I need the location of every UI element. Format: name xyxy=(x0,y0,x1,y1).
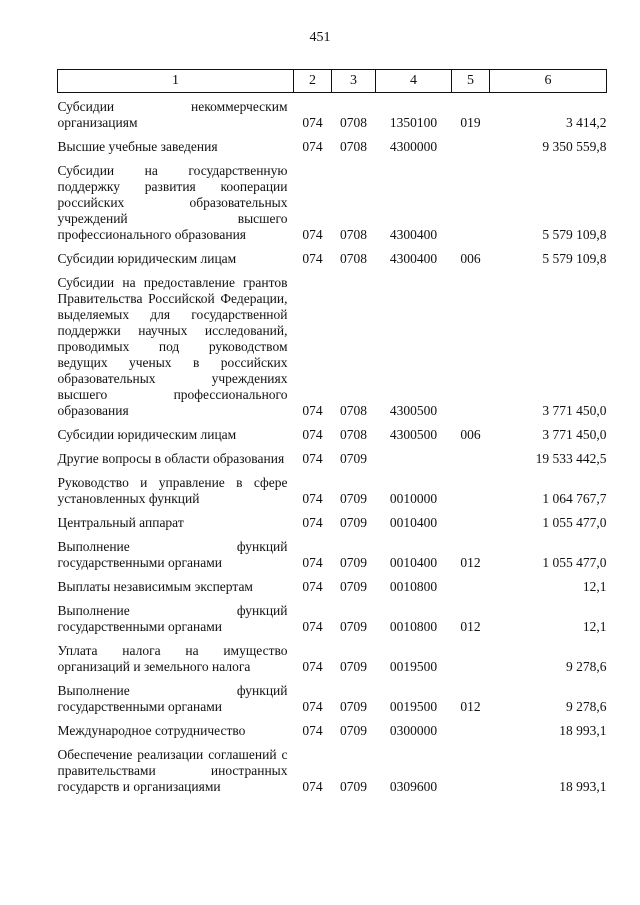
table-row xyxy=(58,135,607,159)
ministry-code: 074 xyxy=(302,515,323,530)
table-row xyxy=(58,599,607,639)
header-col-3: 3 xyxy=(332,70,376,93)
ministry-code: 074 xyxy=(302,579,323,594)
item-name: Другие вопросы в области образования xyxy=(57,451,285,466)
item-name: Субсидии некоммерческим организациям xyxy=(57,99,288,130)
table-row xyxy=(58,447,607,471)
expense-type-code: 006 xyxy=(460,251,481,266)
ministry-code: 074 xyxy=(302,491,323,506)
target-code: 0309600 xyxy=(389,779,438,794)
ministry-code: 074 xyxy=(302,619,323,634)
target-code xyxy=(376,447,452,471)
section-code: 0709 xyxy=(340,699,367,714)
budget-table xyxy=(57,69,607,799)
amount: 1 064 767,7 xyxy=(542,491,607,506)
header-col-2: 2 xyxy=(294,70,332,93)
target-code: 0010800 xyxy=(389,619,438,634)
table-row xyxy=(58,535,607,575)
ministry-code: 074 xyxy=(302,403,323,418)
target-code: 4300400 xyxy=(389,227,438,242)
target-code: 4300500 xyxy=(389,427,438,442)
amount: 5 579 109,8 xyxy=(542,251,607,266)
expense-type-code xyxy=(452,471,490,511)
ministry-code: 074 xyxy=(302,779,323,794)
amount: 9 278,6 xyxy=(566,699,607,714)
header-col-5: 5 xyxy=(452,70,490,93)
section-code: 0709 xyxy=(340,555,367,570)
expense-type-code xyxy=(452,447,490,471)
expense-type-code: 019 xyxy=(460,115,481,130)
amount: 1 055 477,0 xyxy=(542,555,607,570)
section-code: 0709 xyxy=(340,659,367,674)
table-header xyxy=(58,70,607,93)
header-col-6: 6 xyxy=(490,70,607,93)
item-name: Субсидии юридическим лицам xyxy=(57,427,237,442)
ministry-code: 074 xyxy=(302,659,323,674)
section-code: 0708 xyxy=(340,115,367,130)
amount: 9 278,6 xyxy=(566,659,607,674)
amount: 19 533 442,5 xyxy=(535,451,607,466)
item-name: Выполнение функций государственными органами xyxy=(57,539,288,570)
expense-type-code xyxy=(452,639,490,679)
table-row xyxy=(58,639,607,679)
ministry-code: 074 xyxy=(302,699,323,714)
item-name: Уплата налога на имущество организаций и земельного налога xyxy=(57,643,288,674)
target-code: 0019500 xyxy=(389,699,438,714)
amount: 18 993,1 xyxy=(559,723,607,738)
ministry-code: 074 xyxy=(302,227,323,242)
target-code: 1350100 xyxy=(389,115,438,130)
table-row xyxy=(58,743,607,799)
target-code: 0010800 xyxy=(389,579,438,594)
item-name: Обеспечение реализации соглашений с правительствами иностранных государств и организациями xyxy=(57,747,288,794)
header-col-1: 1 xyxy=(58,70,294,93)
section-code: 0708 xyxy=(340,403,367,418)
expense-type-code: 012 xyxy=(460,555,481,570)
table-body xyxy=(58,93,607,800)
expense-type-code xyxy=(452,135,490,159)
ministry-code: 074 xyxy=(302,251,323,266)
amount: 1 055 477,0 xyxy=(542,515,607,530)
target-code: 0010000 xyxy=(389,491,438,506)
item-name: Центральный аппарат xyxy=(57,515,184,530)
item-name: Высшие учебные заведения xyxy=(57,139,218,154)
ministry-code: 074 xyxy=(302,555,323,570)
target-code: 0010400 xyxy=(389,515,438,530)
section-code: 0709 xyxy=(340,619,367,634)
table-row xyxy=(58,247,607,271)
page-number: 451 xyxy=(309,30,331,45)
item-name: Выплаты независимым экспертам xyxy=(57,579,253,594)
item-name: Выполнение функций государственными органами xyxy=(57,603,288,634)
section-code: 0709 xyxy=(340,515,367,530)
header-col-4: 4 xyxy=(376,70,452,93)
ministry-code: 074 xyxy=(302,723,323,738)
item-name: Выполнение функций государственными органами xyxy=(57,683,288,714)
expense-type-code xyxy=(452,719,490,743)
table-row xyxy=(58,679,607,719)
table-row xyxy=(58,575,607,599)
expense-type-code: 012 xyxy=(460,699,481,714)
ministry-code: 074 xyxy=(302,139,323,154)
amount: 3 771 450,0 xyxy=(542,403,607,418)
amount: 5 579 109,8 xyxy=(542,227,607,242)
amount: 18 993,1 xyxy=(559,779,607,794)
expense-type-code xyxy=(452,511,490,535)
expense-type-code xyxy=(452,159,490,247)
table-row xyxy=(58,271,607,423)
item-name: Руководство и управление в сфере установленных функций xyxy=(57,475,288,506)
amount: 12,1 xyxy=(582,579,607,594)
item-name: Субсидии на предоставление грантов Правительства Российской Федерации, выделяемых для государственной поддержки научных исследований, проводимых под руководством ведущих ученых в российских образовательных учреждениях высшего профессионального образования xyxy=(57,275,288,418)
item-name: Международное сотрудничество xyxy=(57,723,246,738)
table-row xyxy=(58,423,607,447)
section-code: 0709 xyxy=(340,451,367,466)
section-code: 0708 xyxy=(340,139,367,154)
ministry-code: 074 xyxy=(302,427,323,442)
amount: 3 771 450,0 xyxy=(542,427,607,442)
expense-type-code: 006 xyxy=(460,427,481,442)
item-name: Субсидии юридическим лицам xyxy=(57,251,237,266)
section-code: 0709 xyxy=(340,779,367,794)
section-code: 0708 xyxy=(340,251,367,266)
expense-type-code xyxy=(452,743,490,799)
table-row xyxy=(58,159,607,247)
section-code: 0709 xyxy=(340,579,367,594)
header-row xyxy=(58,70,607,93)
amount: 3 414,2 xyxy=(566,115,607,130)
table-row xyxy=(58,93,607,136)
target-code: 4300500 xyxy=(389,403,438,418)
target-code: 4300400 xyxy=(389,251,438,266)
target-code: 0300000 xyxy=(389,723,438,738)
section-code: 0708 xyxy=(340,227,367,242)
section-code: 0709 xyxy=(340,723,367,738)
amount: 9 350 559,8 xyxy=(542,139,607,154)
expense-type-code xyxy=(452,271,490,423)
target-code: 0010400 xyxy=(389,555,438,570)
amount: 12,1 xyxy=(582,619,607,634)
ministry-code: 074 xyxy=(302,115,323,130)
target-code: 4300000 xyxy=(389,139,438,154)
expense-type-code: 012 xyxy=(460,619,481,634)
expense-type-code xyxy=(452,575,490,599)
ministry-code: 074 xyxy=(302,451,323,466)
section-code: 0708 xyxy=(340,427,367,442)
section-code: 0709 xyxy=(340,491,367,506)
item-name: Субсидии на государственную поддержку развития кооперации российских образовательных учреждений высшего профессионального образования xyxy=(57,163,288,242)
target-code: 0019500 xyxy=(389,659,438,674)
table-row xyxy=(58,511,607,535)
table-row xyxy=(58,471,607,511)
table-row xyxy=(58,719,607,743)
